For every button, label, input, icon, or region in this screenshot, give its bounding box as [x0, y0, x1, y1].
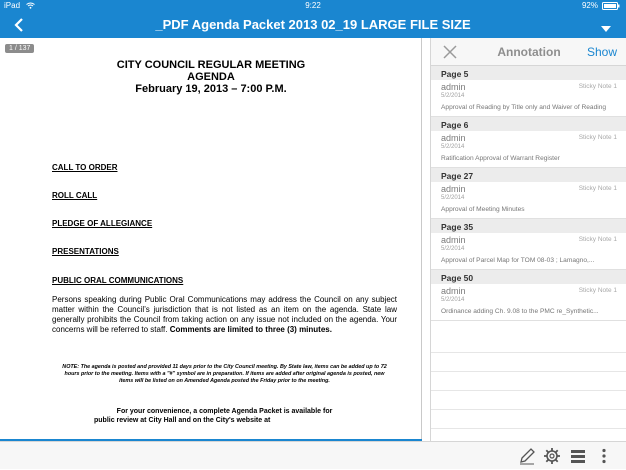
empty-list-area — [431, 334, 626, 429]
public-oral-paragraph — [52, 295, 397, 335]
paragraph-text: Persons speaking during Public Oral Communications may address the Council on any subject matter within the Council’s jurisdiction that is not listed as an item on the agenda. State law generally prohibits the Council from taking action on any issue not included on the agenda. Your concerns will be referred to staff. — [52, 295, 397, 334]
annotation-date: 5/2/2014 — [441, 246, 465, 252]
annotation-list — [431, 66, 626, 321]
heading-roll-call: ROLL CALL — [52, 191, 98, 200]
chevron-left-icon — [10, 15, 30, 35]
footer-line-2: public review at City Hall and on the City's website at — [94, 417, 271, 424]
title-dropdown-button[interactable] — [600, 21, 612, 31]
annotation-text: Ordinance adding Ch. 9.08 to the PMC re_Synthetic... — [441, 308, 599, 315]
annotation-type: Sticky Note 1 — [578, 83, 617, 90]
annotation-item[interactable] — [431, 80, 626, 117]
annotation-text: Approval of Parcel Map for TOM 08-03 ; Lamagno,... — [441, 257, 595, 264]
annotation-date: 5/2/2014 — [441, 93, 465, 99]
annotation-panel-title: Annotation — [497, 45, 561, 59]
agenda-note: NOTE: The agenda is posted and provided 11 days prior to the City Council meeting. By State law, items can be added up to 72 hours prior to the meeting. Items with a "#" symbol are in preparation. If items are added after original agenda is posted, new items will be listed on on Amended Agenda posted the Friday prior to the meeting. — [62, 364, 387, 385]
annotation-author: admin — [441, 82, 466, 92]
navigation-bar — [0, 12, 626, 38]
empty-row — [431, 334, 626, 353]
annotation-page-header: Page 35 — [431, 219, 626, 233]
pdf-page[interactable] — [0, 38, 422, 441]
annotation-item[interactable] — [431, 233, 626, 270]
annotation-author: admin — [441, 235, 466, 245]
annotation-text: Approval of Meeting Minutes — [441, 206, 525, 213]
gear-icon — [543, 447, 561, 465]
bottom-toolbar — [0, 441, 626, 469]
status-time: 9:22 — [305, 1, 321, 10]
annotate-button[interactable] — [518, 447, 536, 465]
heading-call-to-order: CALL TO ORDER — [52, 163, 118, 172]
document-title: _PDF Agenda Packet 2013 02_19 LARGE FILE SIZE — [155, 17, 471, 32]
footer-line-1: For your convenience, a complete Agenda Packet is available for — [116, 408, 333, 415]
back-button[interactable] — [10, 15, 30, 35]
agenda-subtitle: AGENDA — [187, 71, 235, 83]
annotation-panel-header — [431, 38, 626, 66]
status-bar — [0, 0, 626, 12]
agenda-title: CITY COUNCIL REGULAR MEETING — [116, 59, 306, 71]
annotation-author: admin — [441, 133, 466, 143]
annotation-type: Sticky Note 1 — [578, 236, 617, 243]
annotation-page-header: Page 50 — [431, 270, 626, 284]
annotation-item[interactable] — [431, 284, 626, 321]
annotation-text: Approval of Reading by Title only and Waiver of Reading — [441, 104, 607, 111]
empty-row — [431, 353, 626, 372]
page-counter: 1 / 137 — [5, 44, 34, 53]
annotation-text: Ratification Approval of Warrant Register — [441, 155, 560, 162]
annotation-type: Sticky Note 1 — [578, 287, 617, 294]
heading-public-oral: PUBLIC ORAL COMMUNICATIONS — [52, 276, 184, 285]
annotation-panel — [430, 38, 626, 441]
heading-pledge: PLEDGE OF ALLEGIANCE — [52, 219, 153, 228]
paragraph-bold-text: Comments are limited to three (3) minutes. — [169, 325, 332, 334]
annotation-author: admin — [441, 286, 466, 296]
annotation-type: Sticky Note 1 — [578, 185, 617, 192]
annotation-date: 5/2/2014 — [441, 195, 465, 201]
pdf-viewer[interactable] — [0, 38, 430, 441]
empty-row — [431, 391, 626, 410]
empty-row — [431, 410, 626, 429]
annotation-author: admin — [441, 184, 466, 194]
annotation-page-header: Page 27 — [431, 168, 626, 182]
annotation-page-header: Page 6 — [431, 117, 626, 131]
annotation-type: Sticky Note 1 — [578, 134, 617, 141]
device-label: iPad — [4, 1, 21, 10]
annotation-item[interactable] — [431, 182, 626, 219]
more-vertical-icon — [595, 447, 613, 465]
annotation-page-header: Page 5 — [431, 66, 626, 80]
list-view-button[interactable] — [569, 447, 587, 465]
show-button[interactable]: Show — [586, 45, 617, 59]
caret-down-icon — [600, 24, 612, 34]
more-options-button[interactable] — [595, 447, 613, 465]
agenda-date: February 19, 2013 – 7:00 P.M. — [135, 83, 287, 95]
annotation-item[interactable] — [431, 131, 626, 168]
list-icon — [569, 447, 587, 465]
heading-presentations: PRESENTATIONS — [52, 247, 119, 256]
settings-button[interactable] — [543, 447, 561, 465]
battery-icon — [602, 2, 620, 12]
annotation-date: 5/2/2014 — [441, 297, 465, 303]
empty-row — [431, 372, 626, 391]
battery-percent: 92% — [581, 1, 598, 10]
pencil-icon — [518, 447, 536, 465]
annotation-date: 5/2/2014 — [441, 144, 465, 150]
